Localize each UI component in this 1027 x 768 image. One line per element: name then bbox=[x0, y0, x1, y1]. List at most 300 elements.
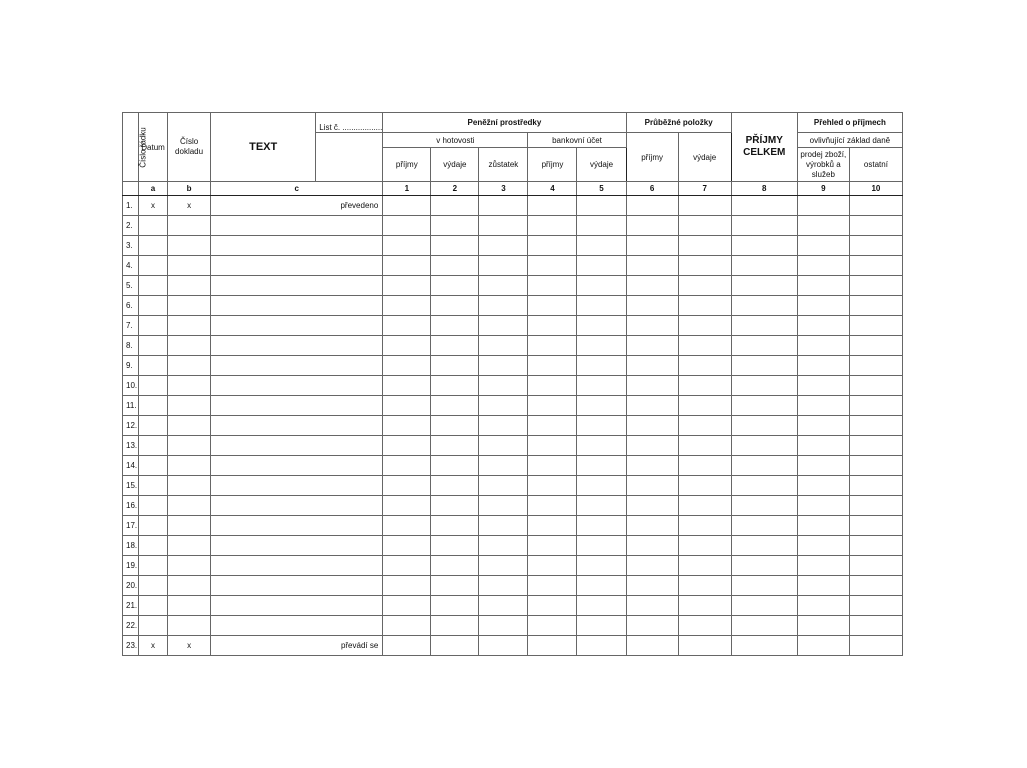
other-cell[interactable] bbox=[849, 416, 902, 436]
text-cell[interactable]: převedeno bbox=[211, 196, 383, 216]
total-income-cell[interactable] bbox=[731, 356, 797, 376]
bank-expenses-cell[interactable] bbox=[577, 356, 626, 376]
total-income-cell[interactable] bbox=[731, 536, 797, 556]
other-cell[interactable] bbox=[849, 336, 902, 356]
bank-income-cell[interactable] bbox=[528, 496, 577, 516]
sales-cell[interactable] bbox=[797, 236, 849, 256]
cash-balance-cell[interactable] bbox=[479, 636, 528, 656]
sales-cell[interactable] bbox=[797, 436, 849, 456]
text-cell[interactable] bbox=[211, 436, 383, 456]
cash-expenses-cell[interactable] bbox=[431, 276, 479, 296]
cash-balance-cell[interactable] bbox=[479, 516, 528, 536]
bank-expenses-cell[interactable] bbox=[577, 276, 626, 296]
cash-balance-cell[interactable] bbox=[479, 576, 528, 596]
bank-expenses-cell[interactable] bbox=[577, 596, 626, 616]
text-cell[interactable] bbox=[211, 316, 383, 336]
sales-cell[interactable] bbox=[797, 256, 849, 276]
cash-income-cell[interactable] bbox=[383, 356, 431, 376]
bank-income-cell[interactable] bbox=[528, 476, 577, 496]
sales-cell[interactable] bbox=[797, 576, 849, 596]
document-cell[interactable] bbox=[168, 336, 211, 356]
bank-expenses-cell[interactable] bbox=[577, 336, 626, 356]
cash-income-cell[interactable] bbox=[383, 576, 431, 596]
date-cell[interactable] bbox=[139, 356, 168, 376]
other-cell[interactable] bbox=[849, 396, 902, 416]
sales-cell[interactable] bbox=[797, 316, 849, 336]
bank-income-cell[interactable] bbox=[528, 576, 577, 596]
bank-expenses-cell[interactable] bbox=[577, 556, 626, 576]
cash-income-cell[interactable] bbox=[383, 216, 431, 236]
text-cell[interactable] bbox=[211, 216, 383, 236]
date-cell[interactable] bbox=[139, 456, 168, 476]
document-cell[interactable] bbox=[168, 436, 211, 456]
document-cell[interactable]: x bbox=[168, 196, 211, 216]
text-cell[interactable] bbox=[211, 456, 383, 476]
cash-expenses-cell[interactable] bbox=[431, 336, 479, 356]
date-cell[interactable]: x bbox=[139, 636, 168, 656]
text-cell[interactable] bbox=[211, 396, 383, 416]
date-cell[interactable] bbox=[139, 336, 168, 356]
bank-expenses-cell[interactable] bbox=[577, 616, 626, 636]
sales-cell[interactable] bbox=[797, 596, 849, 616]
cash-expenses-cell[interactable] bbox=[431, 356, 479, 376]
transit-income-cell[interactable] bbox=[626, 636, 678, 656]
date-cell[interactable] bbox=[139, 436, 168, 456]
date-cell[interactable] bbox=[139, 396, 168, 416]
transit-income-cell[interactable] bbox=[626, 496, 678, 516]
document-cell[interactable] bbox=[168, 516, 211, 536]
document-cell[interactable] bbox=[168, 496, 211, 516]
document-cell[interactable] bbox=[168, 596, 211, 616]
bank-income-cell[interactable] bbox=[528, 316, 577, 336]
bank-expenses-cell[interactable] bbox=[577, 416, 626, 436]
transit-expenses-cell[interactable] bbox=[678, 216, 731, 236]
transit-income-cell[interactable] bbox=[626, 596, 678, 616]
transit-income-cell[interactable] bbox=[626, 256, 678, 276]
date-cell[interactable] bbox=[139, 476, 168, 496]
sales-cell[interactable] bbox=[797, 476, 849, 496]
document-cell[interactable] bbox=[168, 316, 211, 336]
cash-income-cell[interactable] bbox=[383, 396, 431, 416]
total-income-cell[interactable] bbox=[731, 496, 797, 516]
date-cell[interactable]: x bbox=[139, 196, 168, 216]
cash-balance-cell[interactable] bbox=[479, 316, 528, 336]
cash-balance-cell[interactable] bbox=[479, 616, 528, 636]
transit-expenses-cell[interactable] bbox=[678, 416, 731, 436]
total-income-cell[interactable] bbox=[731, 476, 797, 496]
bank-expenses-cell[interactable] bbox=[577, 536, 626, 556]
bank-income-cell[interactable] bbox=[528, 376, 577, 396]
cash-expenses-cell[interactable] bbox=[431, 556, 479, 576]
transit-income-cell[interactable] bbox=[626, 376, 678, 396]
bank-income-cell[interactable] bbox=[528, 556, 577, 576]
bank-expenses-cell[interactable] bbox=[577, 216, 626, 236]
sales-cell[interactable] bbox=[797, 276, 849, 296]
total-income-cell[interactable] bbox=[731, 396, 797, 416]
bank-income-cell[interactable] bbox=[528, 236, 577, 256]
transit-income-cell[interactable] bbox=[626, 436, 678, 456]
bank-expenses-cell[interactable] bbox=[577, 296, 626, 316]
bank-income-cell[interactable] bbox=[528, 536, 577, 556]
other-cell[interactable] bbox=[849, 616, 902, 636]
sales-cell[interactable] bbox=[797, 616, 849, 636]
text-cell[interactable] bbox=[211, 596, 383, 616]
cash-expenses-cell[interactable] bbox=[431, 596, 479, 616]
cash-balance-cell[interactable] bbox=[479, 556, 528, 576]
transit-expenses-cell[interactable] bbox=[678, 316, 731, 336]
total-income-cell[interactable] bbox=[731, 596, 797, 616]
cash-expenses-cell[interactable] bbox=[431, 476, 479, 496]
cash-expenses-cell[interactable] bbox=[431, 576, 479, 596]
total-income-cell[interactable] bbox=[731, 376, 797, 396]
cash-expenses-cell[interactable] bbox=[431, 456, 479, 476]
bank-expenses-cell[interactable] bbox=[577, 516, 626, 536]
bank-expenses-cell[interactable] bbox=[577, 476, 626, 496]
bank-income-cell[interactable] bbox=[528, 616, 577, 636]
cash-balance-cell[interactable] bbox=[479, 216, 528, 236]
transit-expenses-cell[interactable] bbox=[678, 376, 731, 396]
date-cell[interactable] bbox=[139, 296, 168, 316]
text-cell[interactable] bbox=[211, 476, 383, 496]
cash-balance-cell[interactable] bbox=[479, 296, 528, 316]
transit-expenses-cell[interactable] bbox=[678, 396, 731, 416]
cash-balance-cell[interactable] bbox=[479, 536, 528, 556]
bank-income-cell[interactable] bbox=[528, 436, 577, 456]
sales-cell[interactable] bbox=[797, 516, 849, 536]
date-cell[interactable] bbox=[139, 516, 168, 536]
text-cell[interactable] bbox=[211, 616, 383, 636]
cash-expenses-cell[interactable] bbox=[431, 396, 479, 416]
cash-balance-cell[interactable] bbox=[479, 496, 528, 516]
cash-balance-cell[interactable] bbox=[479, 376, 528, 396]
cash-expenses-cell[interactable] bbox=[431, 296, 479, 316]
cash-expenses-cell[interactable] bbox=[431, 436, 479, 456]
date-cell[interactable] bbox=[139, 596, 168, 616]
cash-income-cell[interactable] bbox=[383, 516, 431, 536]
transit-expenses-cell[interactable] bbox=[678, 556, 731, 576]
cash-expenses-cell[interactable] bbox=[431, 416, 479, 436]
date-cell[interactable] bbox=[139, 256, 168, 276]
cash-income-cell[interactable] bbox=[383, 256, 431, 276]
document-cell[interactable] bbox=[168, 456, 211, 476]
other-cell[interactable] bbox=[849, 476, 902, 496]
date-cell[interactable] bbox=[139, 536, 168, 556]
bank-income-cell[interactable] bbox=[528, 636, 577, 656]
document-cell[interactable] bbox=[168, 416, 211, 436]
cash-expenses-cell[interactable] bbox=[431, 496, 479, 516]
transit-income-cell[interactable] bbox=[626, 196, 678, 216]
document-cell[interactable]: x bbox=[168, 636, 211, 656]
text-cell[interactable] bbox=[211, 296, 383, 316]
date-cell[interactable] bbox=[139, 276, 168, 296]
document-cell[interactable] bbox=[168, 396, 211, 416]
cash-balance-cell[interactable] bbox=[479, 436, 528, 456]
bank-expenses-cell[interactable] bbox=[577, 396, 626, 416]
cash-expenses-cell[interactable] bbox=[431, 236, 479, 256]
text-cell[interactable] bbox=[211, 556, 383, 576]
bank-expenses-cell[interactable] bbox=[577, 636, 626, 656]
date-cell[interactable] bbox=[139, 376, 168, 396]
sales-cell[interactable] bbox=[797, 456, 849, 476]
cash-income-cell[interactable] bbox=[383, 296, 431, 316]
bank-income-cell[interactable] bbox=[528, 296, 577, 316]
text-cell[interactable] bbox=[211, 236, 383, 256]
total-income-cell[interactable] bbox=[731, 636, 797, 656]
document-cell[interactable] bbox=[168, 276, 211, 296]
date-cell[interactable] bbox=[139, 236, 168, 256]
other-cell[interactable] bbox=[849, 196, 902, 216]
transit-income-cell[interactable] bbox=[626, 416, 678, 436]
cash-balance-cell[interactable] bbox=[479, 456, 528, 476]
sales-cell[interactable] bbox=[797, 336, 849, 356]
total-income-cell[interactable] bbox=[731, 316, 797, 336]
total-income-cell[interactable] bbox=[731, 196, 797, 216]
text-cell[interactable] bbox=[211, 356, 383, 376]
cash-balance-cell[interactable] bbox=[479, 416, 528, 436]
bank-income-cell[interactable] bbox=[528, 596, 577, 616]
total-income-cell[interactable] bbox=[731, 256, 797, 276]
column-label-blank bbox=[123, 182, 139, 196]
cash-income-cell[interactable] bbox=[383, 416, 431, 436]
cash-expenses-cell[interactable] bbox=[431, 216, 479, 236]
transit-income-cell[interactable] bbox=[626, 236, 678, 256]
transit-income-cell[interactable] bbox=[626, 616, 678, 636]
transit-expenses-cell[interactable] bbox=[678, 196, 731, 216]
transit-income-cell[interactable] bbox=[626, 556, 678, 576]
text-cell[interactable] bbox=[211, 376, 383, 396]
bank-income-cell[interactable] bbox=[528, 276, 577, 296]
cash-expenses-cell[interactable] bbox=[431, 636, 479, 656]
cash-balance-cell[interactable] bbox=[479, 256, 528, 276]
cash-balance-cell[interactable] bbox=[479, 356, 528, 376]
sales-cell[interactable] bbox=[797, 356, 849, 376]
cash-balance-cell[interactable] bbox=[479, 596, 528, 616]
document-cell[interactable] bbox=[168, 356, 211, 376]
bank-expenses-cell[interactable] bbox=[577, 436, 626, 456]
document-cell[interactable] bbox=[168, 236, 211, 256]
other-cell[interactable] bbox=[849, 376, 902, 396]
date-cell[interactable] bbox=[139, 556, 168, 576]
total-income-cell[interactable] bbox=[731, 276, 797, 296]
text-cell[interactable] bbox=[211, 496, 383, 516]
bank-income-cell[interactable] bbox=[528, 216, 577, 236]
cash-expenses-cell[interactable] bbox=[431, 516, 479, 536]
cash-income-cell[interactable] bbox=[383, 376, 431, 396]
text-cell[interactable] bbox=[211, 276, 383, 296]
cash-expenses-cell[interactable] bbox=[431, 316, 479, 336]
cash-balance-cell[interactable] bbox=[479, 236, 528, 256]
cash-income-cell[interactable] bbox=[383, 556, 431, 576]
document-cell[interactable] bbox=[168, 216, 211, 236]
bank-expenses-cell[interactable] bbox=[577, 196, 626, 216]
transit-expenses-cell[interactable] bbox=[678, 496, 731, 516]
transit-expenses-cell[interactable] bbox=[678, 236, 731, 256]
sales-cell[interactable] bbox=[797, 196, 849, 216]
total-income-cell[interactable] bbox=[731, 416, 797, 436]
sales-cell[interactable] bbox=[797, 416, 849, 436]
cash-income-cell[interactable] bbox=[383, 636, 431, 656]
bank-income-cell[interactable] bbox=[528, 336, 577, 356]
text-cell[interactable]: převádí se bbox=[211, 636, 383, 656]
transit-income-cell[interactable] bbox=[626, 456, 678, 476]
cash-income-cell[interactable] bbox=[383, 336, 431, 356]
transit-income-cell[interactable] bbox=[626, 316, 678, 336]
bank-expenses-cell[interactable] bbox=[577, 316, 626, 336]
bank-expenses-cell[interactable] bbox=[577, 496, 626, 516]
date-cell[interactable] bbox=[139, 216, 168, 236]
transit-expenses-cell[interactable] bbox=[678, 276, 731, 296]
bank-income-cell[interactable] bbox=[528, 256, 577, 276]
transit-income-cell[interactable] bbox=[626, 356, 678, 376]
cash-expenses-cell[interactable] bbox=[431, 196, 479, 216]
transit-expenses-cell[interactable] bbox=[678, 596, 731, 616]
transit-income-cell[interactable] bbox=[626, 576, 678, 596]
cash-income-cell[interactable] bbox=[383, 616, 431, 636]
document-cell[interactable] bbox=[168, 616, 211, 636]
cash-balance-cell[interactable] bbox=[479, 336, 528, 356]
cash-expenses-cell[interactable] bbox=[431, 536, 479, 556]
text-cell[interactable] bbox=[211, 336, 383, 356]
text-cell[interactable] bbox=[211, 536, 383, 556]
document-cell[interactable] bbox=[168, 376, 211, 396]
sales-cell[interactable] bbox=[797, 536, 849, 556]
transit-income-cell[interactable] bbox=[626, 276, 678, 296]
sales-cell[interactable] bbox=[797, 216, 849, 236]
transit-expenses-cell[interactable] bbox=[678, 576, 731, 596]
total-income-cell[interactable] bbox=[731, 556, 797, 576]
total-income-cell[interactable] bbox=[731, 236, 797, 256]
transit-expenses-cell[interactable] bbox=[678, 456, 731, 476]
transit-expenses-cell[interactable] bbox=[678, 516, 731, 536]
other-cell[interactable] bbox=[849, 216, 902, 236]
bank-expenses-cell[interactable] bbox=[577, 576, 626, 596]
total-income-cell[interactable] bbox=[731, 576, 797, 596]
cash-income-cell[interactable] bbox=[383, 316, 431, 336]
transit-expenses-cell[interactable] bbox=[678, 636, 731, 656]
cash-expenses-cell[interactable] bbox=[431, 616, 479, 636]
bank-income-cell[interactable] bbox=[528, 356, 577, 376]
bank-income-cell[interactable] bbox=[528, 416, 577, 436]
document-cell[interactable] bbox=[168, 556, 211, 576]
document-cell[interactable] bbox=[168, 576, 211, 596]
cash-income-cell[interactable] bbox=[383, 236, 431, 256]
transit-income-cell[interactable] bbox=[626, 476, 678, 496]
transit-income-cell[interactable] bbox=[626, 336, 678, 356]
cash-income-cell[interactable] bbox=[383, 456, 431, 476]
date-cell[interactable] bbox=[139, 496, 168, 516]
other-cell[interactable] bbox=[849, 276, 902, 296]
other-cell[interactable] bbox=[849, 556, 902, 576]
sales-cell[interactable] bbox=[797, 396, 849, 416]
other-cell[interactable] bbox=[849, 456, 902, 476]
bank-expenses-cell[interactable] bbox=[577, 236, 626, 256]
cash-income-cell[interactable] bbox=[383, 536, 431, 556]
total-income-cell[interactable] bbox=[731, 436, 797, 456]
date-cell[interactable] bbox=[139, 416, 168, 436]
transit-expenses-cell[interactable] bbox=[678, 296, 731, 316]
transit-expenses-cell[interactable] bbox=[678, 256, 731, 276]
other-cell[interactable] bbox=[849, 596, 902, 616]
text-cell[interactable] bbox=[211, 516, 383, 536]
date-cell[interactable] bbox=[139, 576, 168, 596]
sales-cell[interactable] bbox=[797, 496, 849, 516]
document-cell[interactable] bbox=[168, 256, 211, 276]
document-cell[interactable] bbox=[168, 536, 211, 556]
transit-income-cell[interactable] bbox=[626, 296, 678, 316]
sales-cell[interactable] bbox=[797, 636, 849, 656]
cash-balance-cell[interactable] bbox=[479, 196, 528, 216]
sales-cell[interactable] bbox=[797, 376, 849, 396]
other-cell[interactable] bbox=[849, 236, 902, 256]
other-cell[interactable] bbox=[849, 496, 902, 516]
bank-income-cell[interactable] bbox=[528, 196, 577, 216]
text-cell[interactable] bbox=[211, 416, 383, 436]
other-cell[interactable] bbox=[849, 356, 902, 376]
total-income-cell[interactable] bbox=[731, 456, 797, 476]
other-cell[interactable] bbox=[849, 516, 902, 536]
bank-income-cell[interactable] bbox=[528, 516, 577, 536]
bank-income-cell[interactable] bbox=[528, 396, 577, 416]
transit-income-cell[interactable] bbox=[626, 216, 678, 236]
text-cell[interactable] bbox=[211, 576, 383, 596]
bank-expenses-cell[interactable] bbox=[577, 376, 626, 396]
cash-expenses-cell[interactable] bbox=[431, 376, 479, 396]
cash-balance-cell[interactable] bbox=[479, 476, 528, 496]
cash-income-cell[interactable] bbox=[383, 496, 431, 516]
sales-cell[interactable] bbox=[797, 556, 849, 576]
other-cell[interactable] bbox=[849, 316, 902, 336]
cash-income-cell[interactable] bbox=[383, 436, 431, 456]
total-income-cell[interactable] bbox=[731, 516, 797, 536]
transit-expenses-cell[interactable] bbox=[678, 616, 731, 636]
transit-income-cell[interactable] bbox=[626, 516, 678, 536]
other-cell[interactable] bbox=[849, 436, 902, 456]
other-cell[interactable] bbox=[849, 636, 902, 656]
date-cell[interactable] bbox=[139, 316, 168, 336]
transit-expenses-cell[interactable] bbox=[678, 476, 731, 496]
transit-expenses-cell[interactable] bbox=[678, 436, 731, 456]
document-cell[interactable] bbox=[168, 476, 211, 496]
transit-income-cell[interactable] bbox=[626, 396, 678, 416]
transit-expenses-cell[interactable] bbox=[678, 356, 731, 376]
bank-expenses-cell[interactable] bbox=[577, 256, 626, 276]
other-cell[interactable] bbox=[849, 256, 902, 276]
other-cell[interactable] bbox=[849, 576, 902, 596]
transit-expenses-cell[interactable] bbox=[678, 536, 731, 556]
cash-income-cell[interactable] bbox=[383, 196, 431, 216]
transit-expenses-cell[interactable] bbox=[678, 336, 731, 356]
cash-balance-cell[interactable] bbox=[479, 396, 528, 416]
transit-income-cell[interactable] bbox=[626, 536, 678, 556]
bank-income-cell[interactable] bbox=[528, 456, 577, 476]
total-income-cell[interactable] bbox=[731, 616, 797, 636]
sales-cell[interactable] bbox=[797, 296, 849, 316]
total-income-cell[interactable] bbox=[731, 296, 797, 316]
bank-expenses-cell[interactable] bbox=[577, 456, 626, 476]
text-cell[interactable] bbox=[211, 256, 383, 276]
other-cell[interactable] bbox=[849, 536, 902, 556]
cash-income-cell[interactable] bbox=[383, 276, 431, 296]
document-cell[interactable] bbox=[168, 296, 211, 316]
cash-income-cell[interactable] bbox=[383, 596, 431, 616]
total-income-cell[interactable] bbox=[731, 216, 797, 236]
other-cell[interactable] bbox=[849, 296, 902, 316]
date-cell[interactable] bbox=[139, 616, 168, 636]
total-income-cell[interactable] bbox=[731, 336, 797, 356]
cash-balance-cell[interactable] bbox=[479, 276, 528, 296]
cash-expenses-cell[interactable] bbox=[431, 256, 479, 276]
cash-income-cell[interactable] bbox=[383, 476, 431, 496]
